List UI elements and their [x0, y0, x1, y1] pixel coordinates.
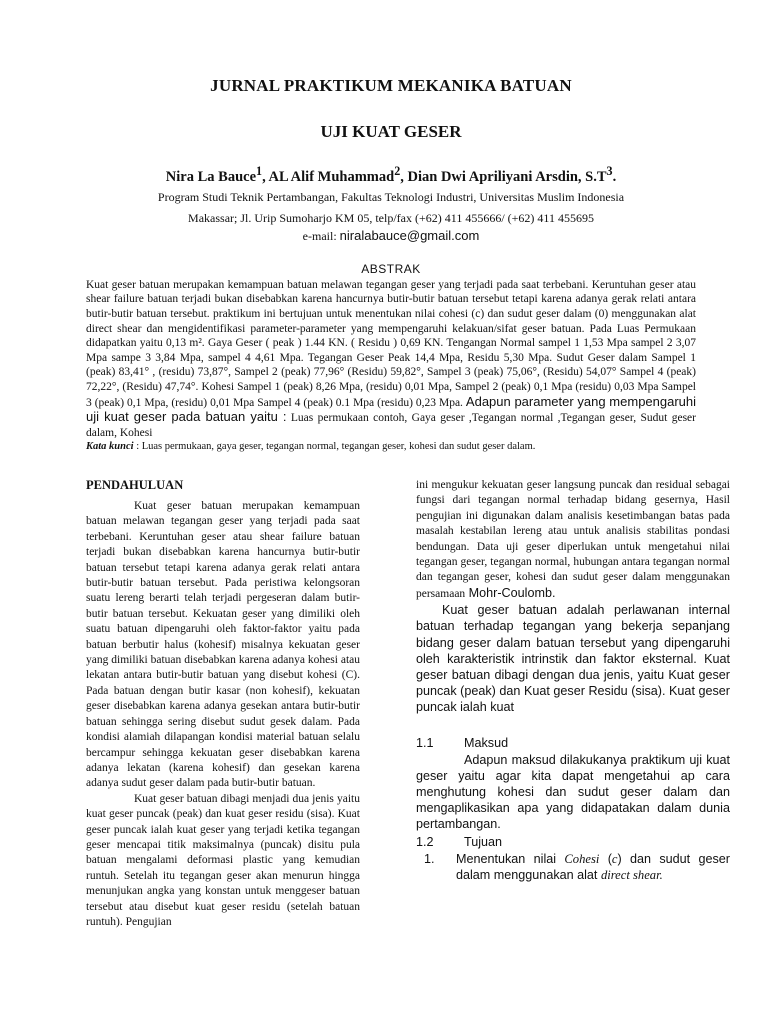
keywords-list: : Luas permukaan, gaya geser, tegangan normal, tegangan geser, kohesi dan sudut geser dalam.	[133, 441, 536, 453]
abstract-heading: ABSTRAK	[361, 261, 421, 276]
intro-paragraph-3	[416, 478, 730, 602]
paper-subtitle: UJI KUAT GESER	[320, 122, 462, 141]
subsection-title: Maksud	[464, 735, 509, 750]
subsection-heading-maksud	[416, 736, 730, 750]
abstract-parameters-list: Luas permukaan contoh, Gaya geser ,Tegangan normal ,Tegangan geser, Sudut geser dalam, Kohesi	[86, 412, 696, 439]
subsection-number: 1.1	[416, 735, 434, 750]
abstract-parameters-lead: Adapun parameter yang mempengaruhi uji kuat geser pada batuan yaitu :	[86, 393, 697, 425]
intro-paragraph-4: Kuat geser batuan adalah perlawanan internal batuan terhadap tegangan yang bekerja sepanjang bidang geser dalam batuan tersebut yang dipengaruhi oleh karakteristik intrinstik dan faktor eksternal. Kuat geser batuan dibagi dengan dua jenis, yaitu Kuat geser puncak (peak) dan Kuat geser Residu (sisa). Kuat geser puncak ialah kuat	[416, 603, 730, 715]
affiliation-line-2: Makassar; Jl. Urip Sumoharjo KM 05, telp/fax (+62) 411 455666/ (+62) 411 455695	[188, 210, 594, 225]
list-item-number: 1.	[424, 851, 435, 866]
left-column	[86, 478, 360, 930]
author-3-affil: 3	[606, 164, 613, 178]
email-label: e-mail:	[302, 228, 340, 243]
intro-paragraph-1: Kuat geser batuan merupakan kemampuan batuan melawan tegangan geser yang terjadi pada saat terbebani. Keruntuhan geser atau shear failure batuan terjadi bukan disebabkan karena hancurnya butir-butir batuan tersebut tetapi karena adanya gerak relati antara butir-butir batuan tersebut. Pada peristiwa kelongsoran suatu lereng berarti telah terjadi pergeseran dalam butir-butir batuan tersebut. Kekuatan geser yang dimiliki oleh suatu batuan dipengaruhi oleh faktor-faktor yaitu pada batuan berbutir halus (kohesif) misalnya kekuatan geser yang dimiliki batuan disebabkan karena adanya kohesi atau lekatan antara butir-butir batuan yang disebut kohesi (C). Pada batuan dengan butir kasar (non kohesif), kekuatan geser disebabkan karena adanya gesekan antara butir-butir batuan sehingga sering disebut sudut gesek dalam. Pada kondisi alamiah dilapangan kondisi material batuan selalu bercampur sehingga kekuatan geser disebabkan karena adanya lekatan (karena kohesif) dan gesekan karena adanya sudut geser dalam pada butir-butir batuan.	[86, 500, 360, 790]
paper-title: JURNAL PRAKTIKUM MEKANIKA BATUAN	[210, 76, 572, 95]
term-direct-shear: direct shear.	[600, 867, 663, 882]
affiliation-line-1: Program Studi Teknik Pertambangan, Fakultas Teknologi Industri, Universitas Muslim Indonesia	[157, 189, 625, 204]
term-c: c	[611, 851, 618, 866]
list-item-text	[456, 851, 730, 883]
right-column	[416, 478, 730, 930]
body-columns	[86, 478, 730, 930]
email-line	[86, 228, 696, 244]
author-2-affil: 2	[394, 164, 401, 178]
section-heading-pendahuluan: PENDAHULUAN	[86, 478, 184, 492]
subsection-number: 1.2	[416, 834, 434, 849]
author-list	[86, 164, 696, 186]
maksud-paragraph: Adapun maksud dilakukanya praktikum uji kuat geser yaitu agar kita dapat mengetahui ap cara menghutung kohesi dan sudut geser dalam dan mengaplikasikan apa yang didapatakan dalam dunia pertambangan.	[416, 752, 730, 832]
keywords-label: Kata kunci	[86, 441, 134, 453]
author-1-affil: 1	[256, 164, 263, 178]
author-2: , AL Alif Muhammad	[262, 168, 395, 185]
author-1: Nira La Bauce	[165, 168, 257, 185]
intro-paragraph-2: Kuat geser batuan dibagi menjadi dua jenis yaitu kuat geser puncak (peak) dan kuat geser residu (sisa). Kuat geser puncak ialah kuat geser yang terjadi ketika tegangan geser mencapai titik maksimalnya (puncak) disitu pula batuan mengalami deformasi plastic yang kemudian runtuh. Setelah itu tegangan geser akan menurun hingga menunjukan angka yang konstan untuk menggeser batuan tersebut atau disebut kuat geser residu (setelah batuan runtuh). Pengujian	[86, 792, 360, 928]
email-address[interactable]: niralabauce@gmail.com	[339, 227, 480, 243]
subsection-title: Tujuan	[464, 834, 503, 849]
mohr-coulomb-term: Mohr-Coulomb.	[465, 585, 556, 600]
subsection-heading-tujuan	[416, 835, 730, 849]
keywords	[86, 441, 696, 452]
author-3: , Dian Dwi Apriliyani Arsdin, S.T	[400, 168, 607, 185]
abstract-body: Kuat geser batuan merupakan kemampuan batuan melawan tegangan geser yang terjadi pada saat terbebani. Keruntuhan geser atau shear failure batuan terjadi bukan disebabkan karena hancurnya butir-butir batuan tersebut tetapi karena adanya gerak relati antara butir-butir batuan tersebut. praktikum ini bertujuan untuk menentukan nilai cohesi (c) dan sudut geser dalam (0) menggunakan alat direct shear dan mengidentifikasi parameter-parameter yang mempengaruhi kelakuan/sifat geser batuan. Pada Luas Permukaan didapatkan yaitu 0,13 m². Gaya Geser ( peak ) 1.44 KN. ( Residu ) 0,69 KN. Tengangan Normal sampel 1 1,53 Mpa sampel 2 3,07 Mpa sampe 3 3,84 Mpa, sampel 4 4,61 Mpa. Tegangan Geser Peak 14,4 Mpa, Residu 5,30 Mpa. Sudut Geser dalam Sampel 1 (peak) 83,41° , (residu) 73,87°, Sampel 2 (peak) 77,96° (Residu) 59,82°, Sampel 3 (peak) 75,06°, (Residu) 54,07° Sampel 4 (peak) 72,22°, (Residu) 47,74°. Kohesi Sampel 1 (peak) 8,26 Mpa, (residu) 0,01 Mpa, Sampel 2 (peak) 0,1 Mpa (residu) 0,03 Mpa Sampel 3 (peak) 0,1 Mpa, (residu) 0,01 Mpa Sampel 4 (peak) 0.1 Mpa (residu) 0,23 Mpa.	[86, 278, 696, 409]
term-cohesi: Cohesi	[564, 851, 600, 866]
list-item	[416, 851, 730, 883]
abstract-text	[86, 278, 696, 441]
intro-paragraph-3-body: ini mengukur kekuatan geser langsung puncak dan residual sebagai fungsi dari tegangan normal terhadap bidang gesernya, Hasil pengujian ini digunakan dalam analisis kesetimbangan batas pada masalah kestabilan lereng atau untuk analisis stabilitas pondasi bendungan. Data uji geser diperlukan untuk mengetahui nilai tegangan geser, tegangan normal, hubungan antara tegangan normal dan tegangan geser, kohesi dan sudut geser dalam menggunakan persamaan	[416, 479, 730, 600]
author-end: .	[612, 168, 617, 185]
list-text-part: Menentukan nilai	[456, 851, 565, 866]
list-text-part: (	[599, 851, 612, 866]
list-text-part: ) dan sudut geser dalam menggunakan alat	[456, 851, 731, 882]
